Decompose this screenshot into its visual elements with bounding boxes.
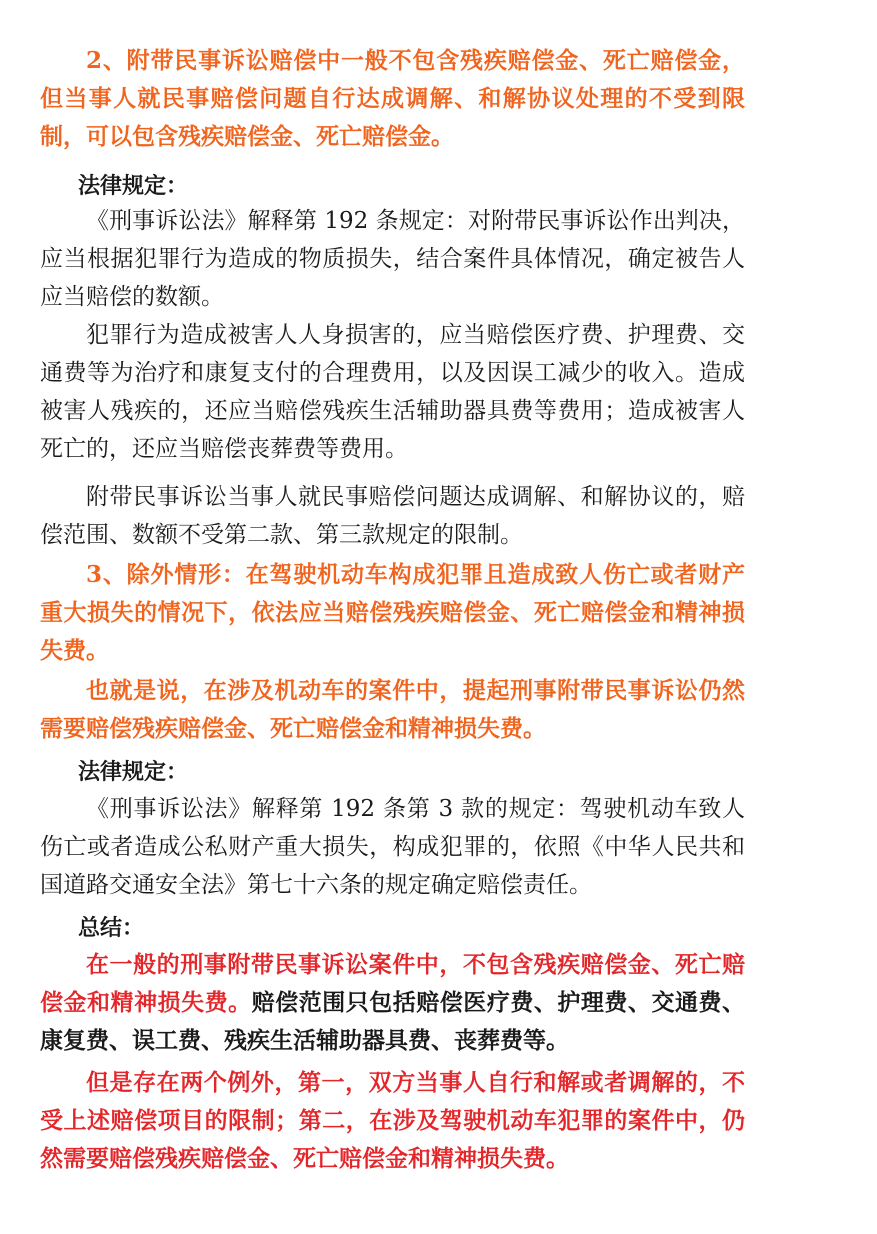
heading-summary: 总结： — [78, 915, 145, 941]
paragraph-article-192: 《刑事诉讼法》解释第 192 条规定：对附带民事诉讼作出判决，应当根据犯罪行为造成的物质损失，结合案件具体情况，确定被告人应当赔偿的数额。 — [40, 208, 745, 310]
heading-legal-provision-2: 法律规定： — [78, 759, 189, 785]
summary-black-text: 赔偿范围只包括赔偿医疗费、护理费、交通费、康复费、误工费、残疾生活辅助器具费、丧葬费等。 — [40, 989, 746, 1054]
paragraph-exclusion-case: 3、除外情形：在驾驶机动车构成犯罪且造成致人伤亡或者财产重大损失的情况下，依法应当赔偿残疾赔偿金、死亡赔偿金和精神损失费。 — [40, 561, 745, 664]
heading-legal-provision: 法律规定： — [78, 173, 189, 199]
paragraph-motor-vehicle: 也就是说，在涉及机动车的案件中，提起刑事附带民事诉讼仍然需要赔偿残疾赔偿金、死亡赔偿金和精神损失费。 — [40, 677, 745, 742]
paragraph-exception-settlement: 2、附带民事诉讼赔偿中一般不包含残疾赔偿金、死亡赔偿金，但当事人就民事赔偿问题自行达成调解、和解协议处理的不受到限制，可以包含残疾赔偿金、死亡赔偿金。 — [40, 47, 745, 150]
paragraph-two-exceptions: 但是存在两个例外，第一，双方当事人自行和解或者调解的，不受上述赔偿项目的限制；第二，在涉及驾驶机动车犯罪的案件中，仍然需要赔偿残疾赔偿金、死亡赔偿金和精神损失费。 — [40, 1069, 745, 1172]
paragraph-settlement-scope: 附带民事诉讼当事人就民事赔偿问题达成调解、和解协议的，赔偿范围、数额不受第二款、第三款规定的限制。 — [40, 484, 745, 548]
paragraph-personal-injury: 犯罪行为造成被害人人身损害的，应当赔偿医疗费、护理费、交通费等为治疗和康复支付的合理费用，以及因误工减少的收入。造成被害人残疾的，还应当赔偿残疾生活辅助器具费等费用；造成被害人死亡的，还应当赔偿丧葬费等费用。 — [40, 322, 745, 462]
paragraph-summary — [40, 946, 745, 1060]
paragraph-article-192-3: 《刑事诉讼法》解释第 192 条第 3 款的规定：驾驶机动车致人伤亡或者造成公私财产重大损失，构成犯罪的，依照《中华人民共和国道路交通安全法》第七十六条的规定确定赔偿责任。 — [40, 796, 745, 898]
summary-red-text: 在一般的刑事附带民事诉讼案件中，不包含残疾赔偿金、死亡赔偿金和精神损失费。 — [40, 951, 745, 1016]
